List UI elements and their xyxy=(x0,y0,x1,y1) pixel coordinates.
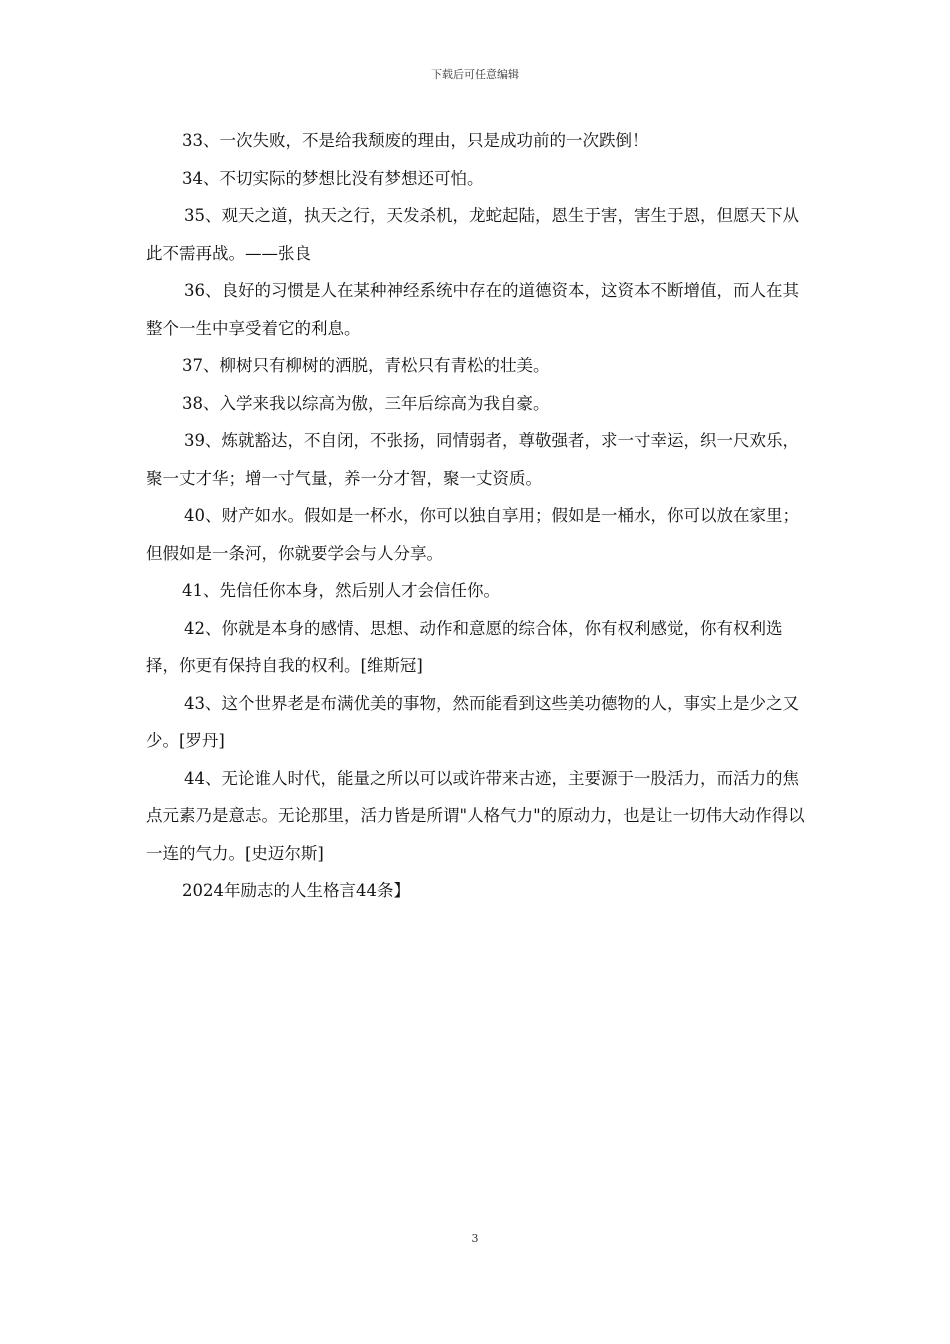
paragraph-40: 40、财产如水。假如是一杯水，你可以独自享用；假如是一桶水，你可以放在家里；但假如是一条河，你就要学会与人分享。 xyxy=(146,506,799,563)
paragraph-39: 39、炼就豁达，不自闭，不张扬，同情弱者，尊敬强者，求一寸幸运，织一尺欢乐，聚一丈才华；增一寸气量，养一分才智，聚一丈资质。 xyxy=(146,431,799,488)
paragraph-44: 44、无论谁人时代，能量之所以可以或许带来古迹，主要源于一股活力，而活力的焦点元素乃是意志。无论那里，活力皆是所谓"人格气力"的原动力，也是让一切伟大动作得以一连的气力。[史迈尔斯] xyxy=(146,768,805,863)
paragraph-42: 42、你就是本身的感情、思想、动作和意愿的综合体，你有权利感觉，你有权利选择，你更有保持自我的权利。[维斯冠] xyxy=(146,618,783,675)
paragraph-36: 36、良好的习惯是人在某种神经系统中存在的道德资本，这资本不断增值，而人在其整个一生中享受着它的利息。 xyxy=(146,281,799,338)
document-body xyxy=(146,122,812,910)
page-header: 下载后可任意编辑 xyxy=(431,68,519,81)
page-number: 3 xyxy=(471,1232,479,1245)
paragraph-43: 43、这个世界老是布满优美的事物，然而能看到这些美功德物的人，事实上是少之又少。[罗丹] xyxy=(146,693,799,750)
paragraph-35: 35、观天之道，执天之行，天发杀机，龙蛇起陆，恩生于害，害生于恩，但愿天下从此不需再战。——张良 xyxy=(146,206,799,263)
paragraph-38: 38、入学来我以综高为傲，三年后综高为我自豪。 xyxy=(182,393,550,413)
paragraph-34: 34、不切实际的梦想比没有梦想还可怕。 xyxy=(182,168,484,188)
closing-title: 2024年励志的人生格言44条】 xyxy=(182,881,410,900)
paragraph-37: 37、柳树只有柳树的洒脱，青松只有青松的壮美。 xyxy=(182,356,550,375)
paragraph-41: 41、先信任你本身，然后别人才会信任你。 xyxy=(182,581,500,600)
paragraph-33: 33、一次失败，不是给我颓废的理由，只是成功前的一次跌倒！ xyxy=(182,131,649,150)
